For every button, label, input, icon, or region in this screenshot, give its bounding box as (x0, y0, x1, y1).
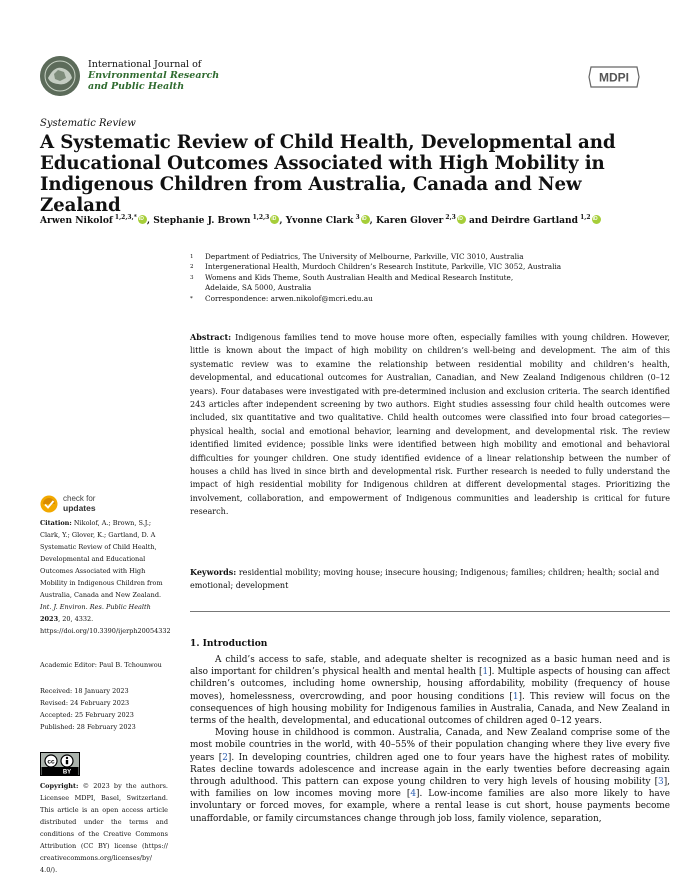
svg-text:cc: cc (47, 758, 55, 766)
affiliation (190, 283, 660, 293)
journal-name-line2: Environmental Research (88, 70, 220, 81)
author-name[interactable]: Stephanie J. Brown (153, 215, 251, 227)
citation (40, 517, 171, 637)
affiliation-number (190, 283, 205, 293)
journal-name (88, 59, 219, 92)
abstract-label: Abstract: (190, 332, 232, 342)
paragraph (190, 654, 670, 727)
orcid-icon[interactable] (592, 215, 601, 224)
paragraph-text: A child’s access to safe, stable, and adequate shelter is recognized as a basic human need and is also important for children’s physical health and mental health [ (190, 655, 670, 678)
journal-name-line1: International Journal of (88, 59, 202, 70)
author-separator: and (465, 215, 492, 227)
citation-link[interactable]: 4 (410, 789, 416, 800)
author-name[interactable]: Karen Glover (376, 215, 444, 227)
affiliation-number: 2 (190, 264, 194, 271)
orcid-icon[interactable] (457, 215, 466, 224)
affiliation-text: Adelaide, SA 5000, Australia (205, 283, 312, 293)
citation-doi[interactable]: , 20, 4332. https://doi.org/10.3390/ijerph20054332 (40, 615, 171, 635)
affiliation-text: Department of Pediatrics, The University of Melbourne, Parkville, VIC 3010, Australia (205, 252, 524, 261)
publisher-name: MDPI (599, 70, 629, 85)
affiliation (190, 273, 660, 283)
keywords (190, 566, 670, 593)
paragraph-text: ]. This review will focus on the consequences of high housing mobility for Indigenous families in Australia, Canada, and New Zealand in terms of the health, developmental, and educational outcomes of children aged 0–12 years. (190, 691, 670, 727)
publication-dates (40, 685, 168, 733)
copyright-label: Copyright: (40, 782, 79, 790)
affiliation (190, 262, 660, 272)
introduction-body (190, 654, 670, 825)
citation-link[interactable]: 2 (222, 752, 228, 763)
orcid-icon[interactable] (138, 215, 147, 224)
author-affiliation-marks: 1,2,3 (250, 214, 270, 221)
article-type: Systematic Review (40, 118, 136, 129)
affiliation-number: 3 (190, 274, 194, 281)
paragraph-text: ]. Low-income families are also more likely to have involuntary or forced moves, for example, where a rental lease is cut short, house payments become unaffordable, or family circumstances change through job loss, family violence, separation, (190, 789, 670, 824)
author-name[interactable]: Deirdre Gartland (491, 215, 579, 227)
citation-journal: Int. J. Environ. Res. Public Health (40, 603, 151, 611)
article-title: A Systematic Review of Child Health, Developmental and Educational Outcomes Associated with High Mobility in Indigenous Children from Australia, Canada and New Zealand (40, 132, 616, 216)
citation-text: Nikolof, A.; Brown, S.J.; Clark, Y.; Glover, K.; Gartland, D. A Systematic Review of Child Health, Developmental and Educational Outcomes Associated with High Mobility in Indigenous Children from Australia, Canada and New Zealand. (40, 519, 163, 599)
check-for-updates-button[interactable] (40, 494, 120, 514)
orcid-icon[interactable] (270, 215, 279, 224)
author-affiliation-marks: 1,2,3,* (112, 214, 137, 221)
correspondence-email[interactable]: Correspondence: arwen.nikolof@mcri.edu.au (205, 293, 373, 303)
cc-by-license-icon[interactable] (40, 752, 80, 776)
copyright-text: © 2023 by the authors. Licensee MDPI, Basel, Switzerland. This article is an open access article distributed under the terms and conditions of the Creative Commons Attribution (CC BY) license (https:// creativecommons.org/licenses/by/ 4.0/). (40, 782, 168, 874)
affiliation-number: * (190, 295, 193, 302)
author-affiliation-marks: 1,2 (578, 214, 591, 221)
paragraph-text: ], with families on low incomes moving more [ (190, 777, 670, 800)
abstract-text: Indigenous families tend to move house more often, especially families with young children. However, little is known about the impact of high mobility on children’s well-being and development. The aim of this systematic review was to examine the relationship between residential mobility and children’s health, developmental, and educational outcomes for Australian, Canadian, and New Zealand Indigenous children (0–12 years). Four databases were investigated with pre-determined inclusion and exclusion criteria. The search identified 243 articles after independent screening by two authors. Eight studies assessing four child health outcomes were included, six quantitative and two qualitative. Child health outcomes were classified into four broad categories—physical health, social and emotional behavior, learning and development, and developmental risk. The review identified limited evidence; possible links were identified between high mobility and emotional and behavioral difficulties for younger children. One study identified evidence of a linear relationship between the number of houses a child has lived in since birth and developmental risk. Further research is needed to fully understand the impact of high residential mobility for Indigenous children at different developmental stages. Prioritizing the involvement, collaboration, and empowerment of Indigenous communities and leadership is critical for future research. (190, 333, 670, 517)
citation-link[interactable]: 1 (512, 691, 519, 702)
section-heading: 1. Introduction (190, 638, 268, 649)
check-for-updates-line1: check for (63, 494, 96, 503)
author-separator: , (146, 215, 154, 227)
paragraph (190, 727, 670, 825)
date-revised: Revised: 24 February 2023 (40, 699, 130, 707)
author-affiliation-marks: 3 (353, 214, 360, 221)
author-affiliation-marks: 2,3 (443, 214, 456, 221)
paragraph-text: ]. In developing countries, children aged one to four years have the highest rates of mobility. Rates decline towards adolescence and increase again in the early twenties before decreasing again through adulthood. This pattern can expose young children to very high levels of housing mobility [ (190, 752, 671, 788)
affiliation-text: Intergenerational Health, Murdoch Children’s Research Institute, Parkville, VIC 3052, Australia (205, 262, 562, 272)
date-accepted: Accepted: 25 February 2023 (40, 711, 134, 719)
affiliations (190, 252, 660, 304)
citation-label: Citation: (40, 519, 72, 527)
mdpi-logo (588, 66, 640, 88)
cc-by-label: BY (62, 769, 72, 776)
affiliation-text: Womens and Kids Theme, South Australian Health and Medical Research Institute, (205, 272, 514, 282)
date-published: Published: 28 February 2023 (40, 723, 136, 731)
author-name[interactable]: Arwen Nikolof (40, 215, 113, 227)
journal-name-line3: and Public Health (88, 81, 185, 92)
author-list (40, 211, 670, 228)
keywords-label: Keywords: (190, 567, 237, 577)
check-for-updates-icon (40, 495, 58, 513)
paragraph-text: Moving house in childhood is common. Australia, Canada, and New Zealand comprise some of the most mobile countries in the world, with 40–55% of their population changing where they live every five years [ (190, 728, 670, 763)
academic-editor: Academic Editor: Paul B. Tchounwou (40, 661, 162, 669)
journal-logo (40, 56, 80, 96)
keywords-text: residential mobility; moving house; insecure housing; Indigenous; families; children; health; social and emotional; development (190, 568, 660, 591)
orcid-icon[interactable] (361, 215, 370, 224)
author-separator: , (369, 215, 376, 227)
section-divider (190, 611, 670, 612)
affiliation (190, 252, 660, 262)
citation-link[interactable]: 3 (658, 777, 664, 788)
copyright (40, 780, 168, 876)
author-name[interactable]: Yvonne Clark (285, 215, 354, 227)
author-separator: , (279, 215, 286, 227)
citation-year: 2023 (40, 615, 59, 623)
paragraph-text: ]. Multiple aspects of housing can affect children’s outcomes, including home ownership, housing affordability, mobility (frequency of house moves), homelessness, overcrowding, and poor housing conditions [ (190, 667, 670, 702)
correspondence (190, 294, 660, 304)
affiliation-number: 1 (190, 254, 194, 260)
abstract (190, 331, 670, 519)
date-received: Received: 18 January 2023 (40, 687, 129, 695)
check-for-updates-line2: updates (63, 502, 96, 513)
citation-link[interactable]: 1 (482, 667, 489, 678)
